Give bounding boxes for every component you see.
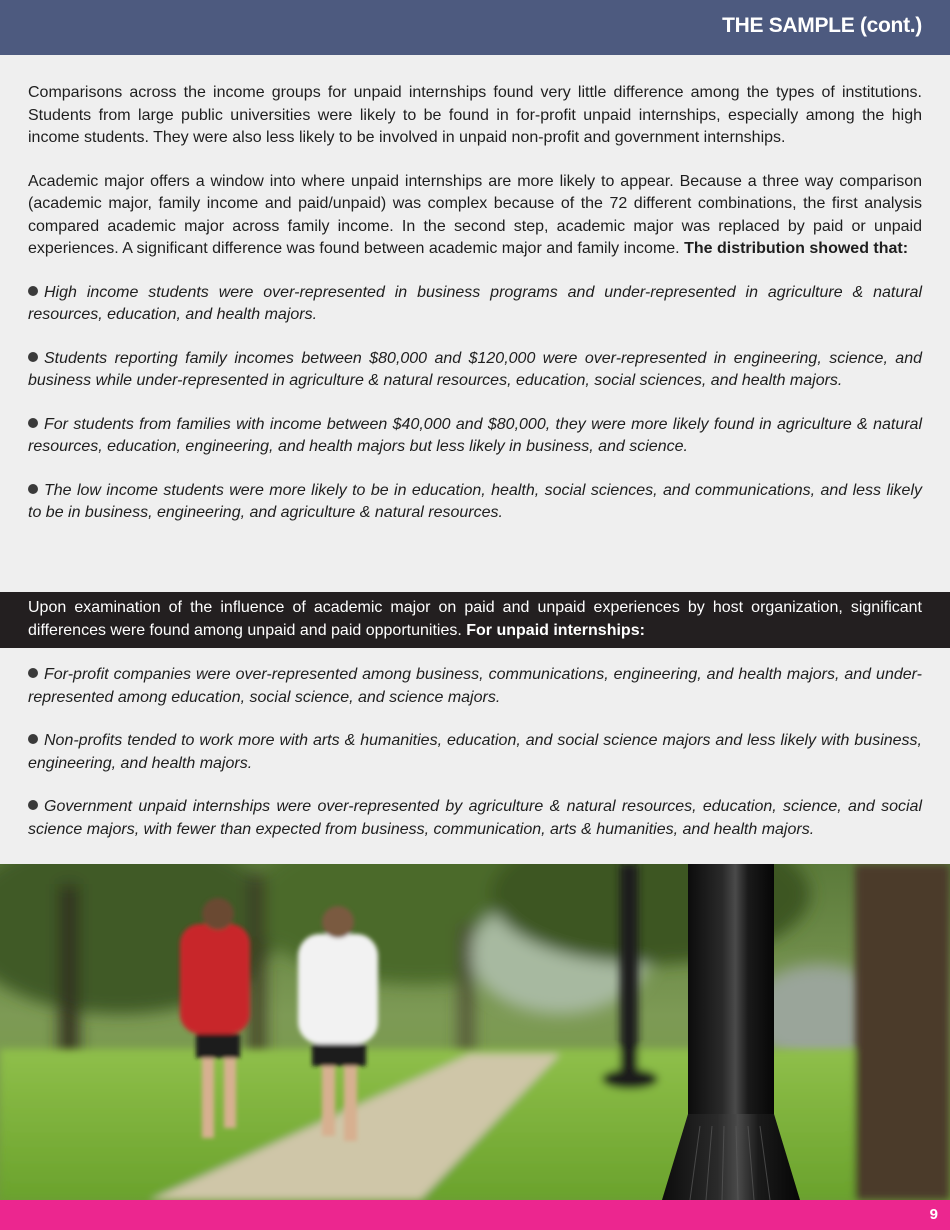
bullet-dot-icon (28, 668, 38, 678)
bullet-high-income (28, 282, 922, 327)
bullet-text: Students reporting family incomes between $80,000 and $120,000 were over-represented in engineering, science, and business while under-represented in agriculture & natural resources, education, social sciences, and health majors. (28, 349, 922, 389)
section-title: THE SAMPLE (cont.) (722, 14, 922, 37)
bullet-low-income (28, 480, 922, 525)
paragraph-academic-major (28, 171, 922, 261)
bullet-dot-icon (28, 734, 38, 744)
bullet-text: For-profit companies were over-represented among business, communications, engineering, and health majors, and under-represented among education, social science, and science majors. (28, 666, 922, 706)
paragraph-emphasis: The distribution showed that: (684, 240, 909, 257)
campus-photo (0, 864, 950, 1200)
bullet-non-profit (28, 730, 922, 775)
footer-bar (0, 1200, 950, 1230)
unpaid-bullets (28, 664, 922, 862)
bullet-text: For students from families with income between $40,000 and $80,000, they were more likely found in agriculture & natural resources, education, engineering, and health majors but less likely in business, and science. (28, 415, 922, 455)
bullet-dot-icon (28, 352, 38, 362)
bullet-text: The low income students were more likely to be in education, health, social sciences, and communications, and less likely to be in business, engineering, and agriculture & natural resources. (28, 481, 922, 521)
bullet-dot-icon (28, 286, 38, 296)
highlight-band (0, 592, 950, 648)
bullet-upper-middle-income (28, 348, 922, 393)
paragraph-academic-major-text: Academic major offers a window into where unpaid internships are more likely to appear. Because a three way comparison (academic major, family income and paid/unpaid) was complex because of the 72 different combinations, the first analysis compared academic major across family income. In the second step, academic major was replaced by paid or unpaid experiences. A significant difference was found between academic major and family income. (28, 172, 922, 257)
bullet-middle-income (28, 414, 922, 459)
bullet-dot-icon (28, 800, 38, 810)
bullet-dot-icon (28, 484, 38, 494)
paragraph-institutions: Comparisons across the income groups for unpaid internships found very little difference among the types of institutions. Students from large public universities were likely to be found in for-profit unpaid internships, especially among the high income students. They were also less likely to be involved in unpaid non-profit and government internships. (28, 84, 922, 146)
bullet-text: High income students were over-represented in business programs and under-represented in agriculture & natural resources, education, and health majors. (28, 283, 922, 323)
bullet-government (28, 796, 922, 841)
highlight-text (28, 597, 922, 642)
bullet-dot-icon (28, 418, 38, 428)
body-text (28, 82, 922, 546)
bullet-for-profit (28, 664, 922, 709)
page-number: 9 (929, 1206, 938, 1223)
bullet-text: Government unpaid internships were over-represented by agriculture & natural resources, education, science, and social science majors, with fewer than expected from business, communication, arts & humanities, and health majors. (28, 798, 922, 838)
highlight-body: Upon examination of the influence of academic major on paid and unpaid experiences by host organization, significant differences were found among unpaid and paid opportunities. (28, 599, 922, 639)
header-bar (0, 0, 950, 55)
bullet-text: Non-profits tended to work more with arts & humanities, education, and social science majors and less likely with business, engineering, and health majors. (28, 732, 922, 772)
highlight-emphasis: For unpaid internships: (466, 621, 645, 639)
